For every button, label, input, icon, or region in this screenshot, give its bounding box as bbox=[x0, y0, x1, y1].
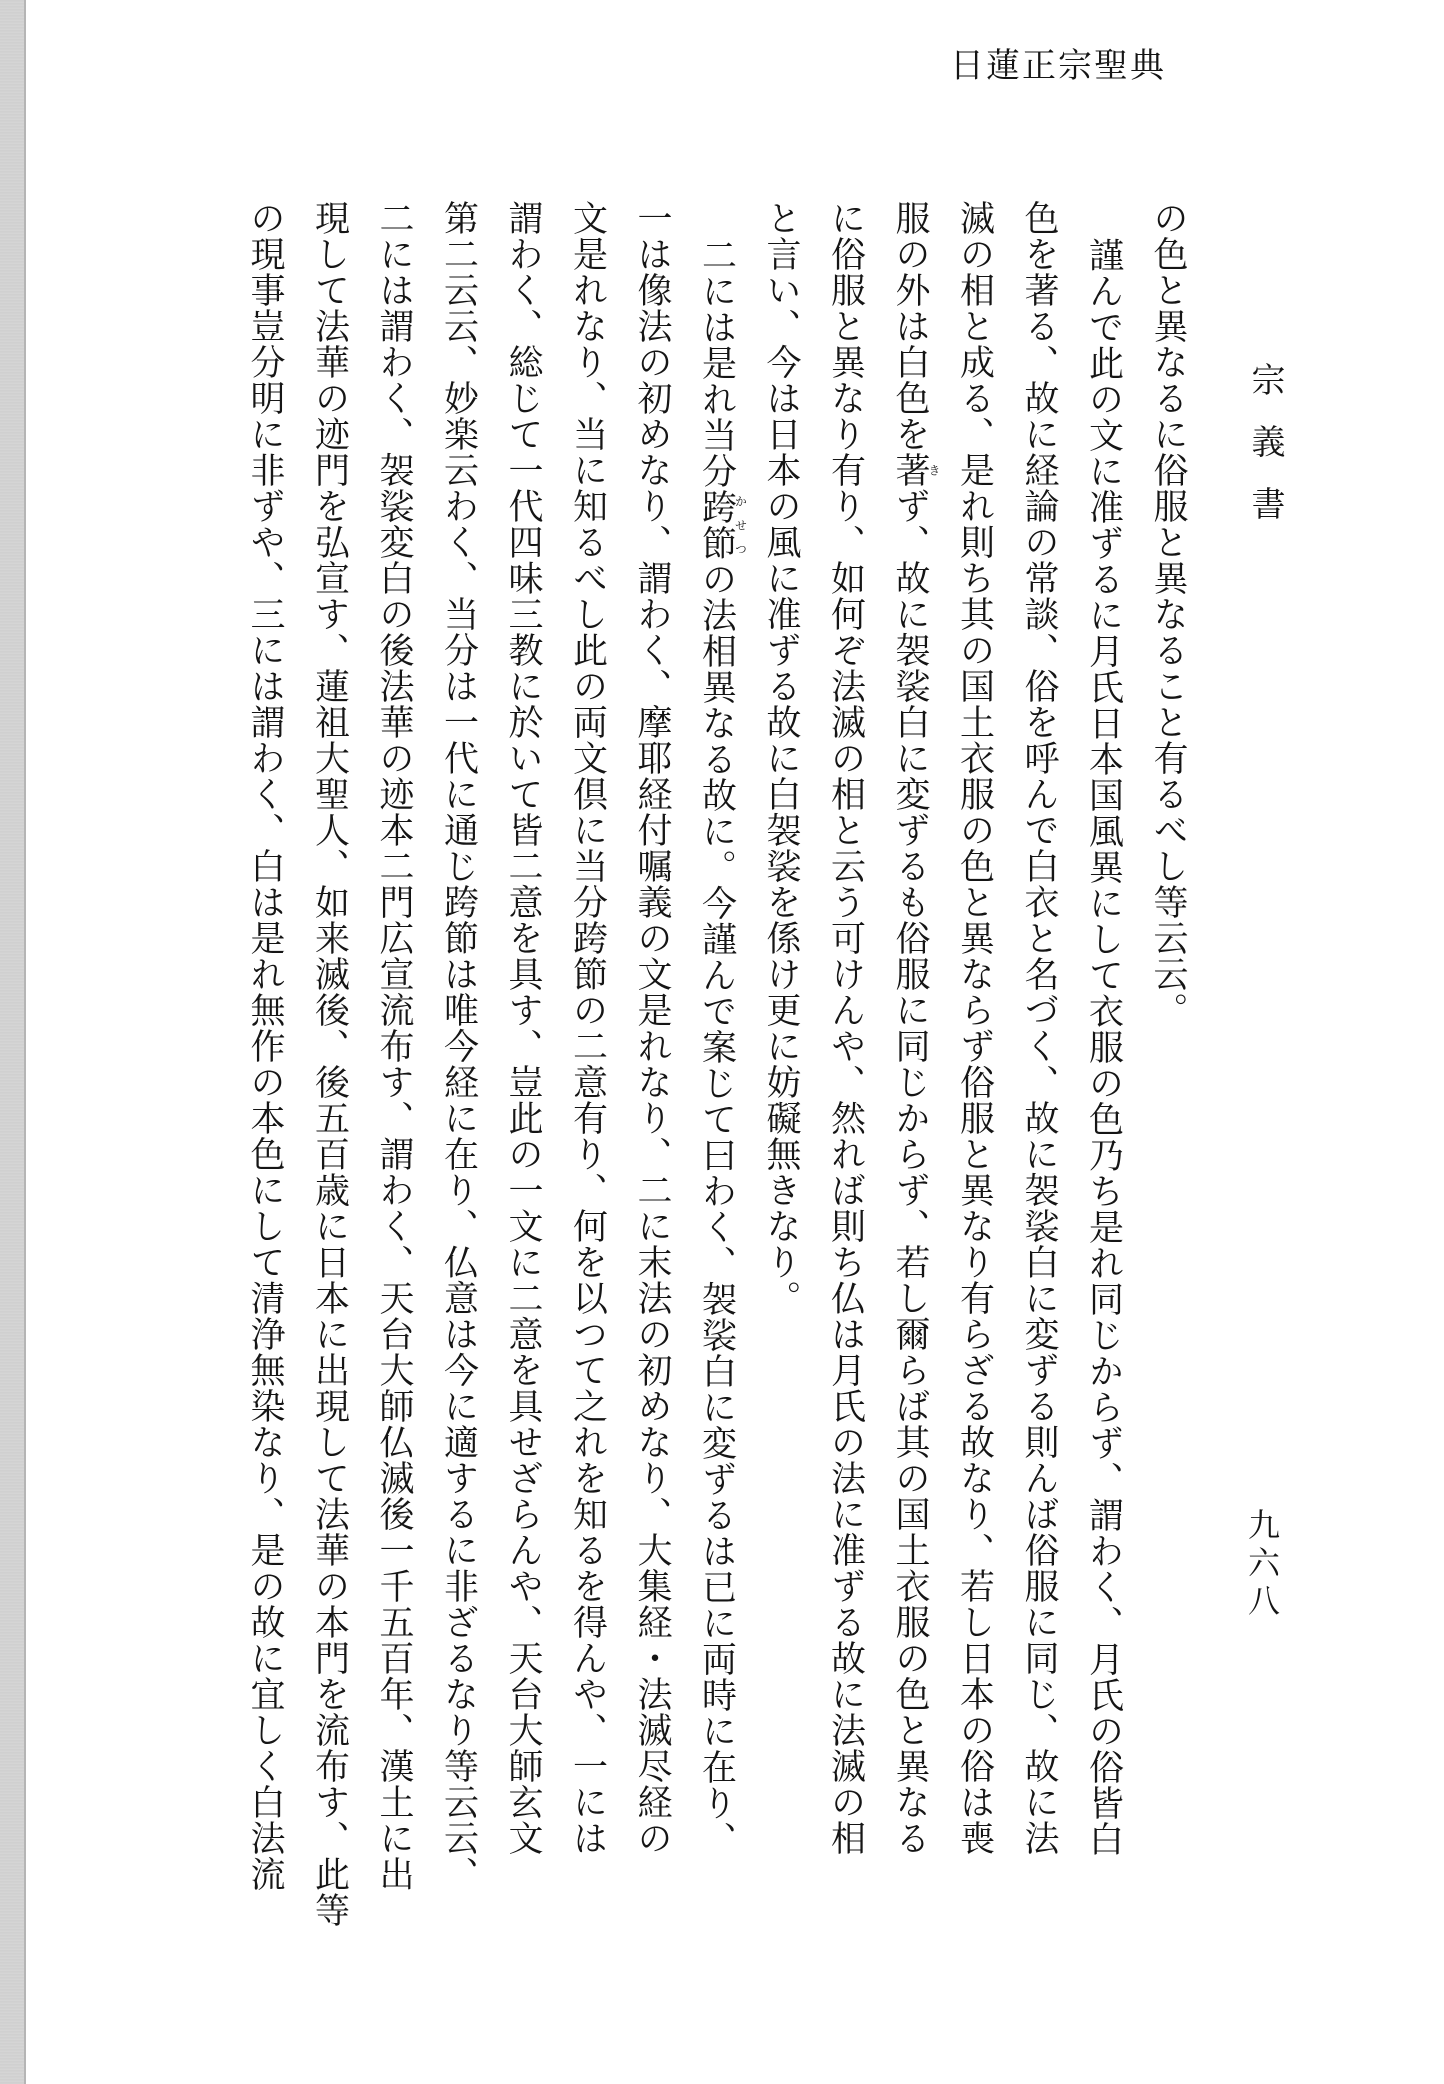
text-column: 第二云云、妙楽云わく、当分は一代に通じ跨節は唯今経に在り、仏意は今に適するに非ざるなり等云云、 bbox=[438, 200, 479, 1892]
ruby-reading: かせつ bbox=[733, 489, 748, 561]
text-column: 一は像法の初めなり、謂わく、摩耶経付嘱義の文是れなり、二に末法の初めなり、大集経・法滅尽経の bbox=[632, 200, 672, 1856]
text-segment: 二には是れ当分 bbox=[696, 237, 737, 489]
text-column: 二には謂わく、袈裟変白の後法華の迹本二門広宣流布す、謂わく、天台大師仏滅後一千五百年、漢土に出 bbox=[374, 200, 414, 1892]
text-column: 謂わく、総じて一代四味三教に於いて皆二意を具す、豈此の一文に二意を具せざらんや、天台大師玄文 bbox=[503, 200, 543, 1856]
text-segment: ず、故に袈裟白に変ずるも俗服に同じからず、若し爾らば其の国土衣服の色と異なる bbox=[890, 488, 930, 1856]
text-column: と言い、今は日本の風に准ずる故に白袈裟を係け更に妨礙無きなり。 bbox=[761, 200, 801, 1316]
body-text bbox=[180, 200, 1200, 2040]
text-segment: の法相異なる故に。今謹んで案じて曰わく、袈裟白に変ずるは已に両時に在り、 bbox=[696, 561, 737, 1857]
text-column: に俗服と異なり有り、如何ぞ法滅の相と云う可けんや、然れば則ち仏は月氏の法に准ずる故に法滅の相 bbox=[825, 200, 866, 1856]
text-column: 文是れなり、当に知るべし此の両文倶に当分跨節の二意有り、何を以つて之れを知るを得んや、一には bbox=[567, 200, 608, 1856]
page-number: 九六八 bbox=[1243, 1508, 1281, 1622]
ruby-annotation bbox=[890, 452, 941, 488]
ruby-annotation bbox=[696, 489, 748, 561]
text-column: 滅の相と成る、是れ則ち其の国土衣服の色と異ならず俗服と異なり有らざる故なり、若し日本の俗は喪 bbox=[954, 200, 995, 1856]
text-column: の現事豈分明に非ずや、三には謂わく、白は是れ無作の本色にして清浄無染なり、是の故に宜しく白法流 bbox=[245, 200, 285, 1892]
text-column bbox=[684, 200, 749, 2040]
book-spine-edge bbox=[24, 0, 26, 2084]
text-column: 現して法華の迹門を弘宣す、蓮祖大聖人、如来滅後、後五百歳に日本に出現して法華の本門を流布す、此等 bbox=[309, 200, 350, 1928]
book-title: 日蓮正宗聖典 bbox=[950, 46, 1166, 86]
section-title: 宗義書 bbox=[1245, 362, 1285, 548]
text-column: 色を著る、故に経論の常談、俗を呼んで白衣と名づく、故に袈裟白に変ずる則んば俗服に同じ、故に法 bbox=[1019, 200, 1059, 1856]
text-column bbox=[878, 200, 943, 2040]
text-column: の色と異なるに俗服と異なること有るべし等云云。 bbox=[1148, 200, 1188, 1028]
ruby-base: 著 bbox=[890, 452, 930, 488]
text-segment: 服の外は白色を bbox=[890, 200, 930, 452]
ruby-reading: き bbox=[927, 452, 941, 488]
text-column: 謹んで此の文に准ずるに月氏日本国風異にして衣服の色乃ち是れ同じからず、謂わく、月氏の俗皆白 bbox=[1083, 237, 1124, 1857]
book-spine-shadow bbox=[0, 0, 24, 2084]
ruby-base: 跨節 bbox=[696, 489, 737, 561]
